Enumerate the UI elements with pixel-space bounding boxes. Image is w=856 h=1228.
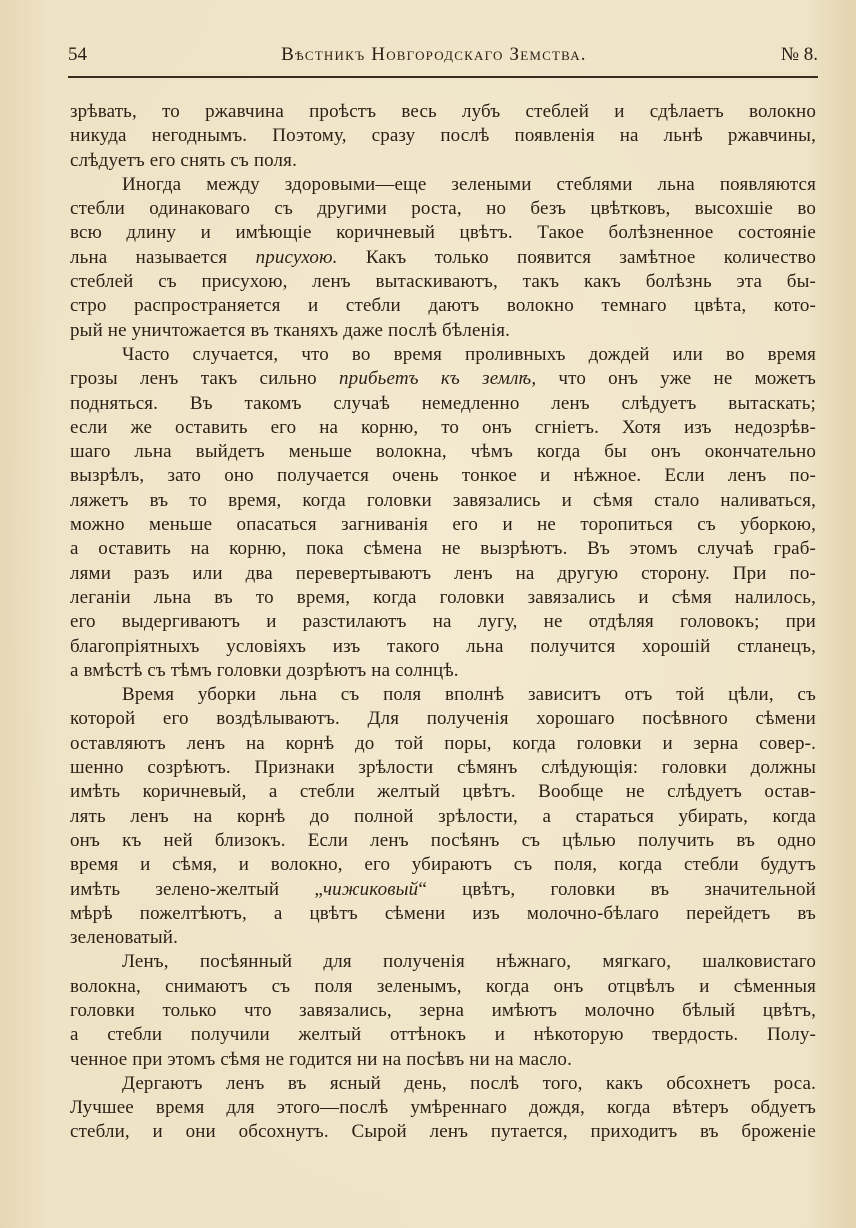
- emphasized-term: прибьетъ къ землѣ,: [339, 368, 537, 390]
- text-line: оставляютъ ленъ на корнѣ до той поры, когда головки и зерна совер-.: [70, 732, 816, 754]
- text-line: Время уборки льна съ поля вполнѣ зависитъ отъ той цѣли, съ: [122, 684, 816, 706]
- text-line: а вмѣстѣ съ тѣмъ головки дозрѣютъ на солнцѣ.: [70, 659, 459, 681]
- text-line: шенно созрѣютъ. Признаки зрѣлости сѣмянъ слѣдующія: головки должны: [70, 757, 816, 779]
- emphasized-term: чижиковый: [322, 878, 419, 900]
- text-line: зрѣвать, то ржавчина проѣстъ весь лубъ стеблей и сдѣлаетъ волокно: [70, 101, 816, 122]
- text-line: Ленъ, посѣянный для полученія нѣжнаго, мягкаго, шалковистаго: [122, 951, 816, 973]
- issue-number: № 8.: [780, 44, 818, 65]
- text-line: лять ленъ на корнѣ до полной зрѣлости, а стараться убирать, когда: [70, 805, 816, 827]
- text-line: ченное при этомъ сѣмя не годится ни на посѣвъ ни на масло.: [70, 1048, 572, 1070]
- text-line: головки только что завязались, зерна имѣютъ молочно бѣлый цвѣтъ,: [70, 999, 816, 1021]
- article-body: [70, 100, 816, 1145]
- text-line: лями разъ или два перевертываютъ ленъ на другую сторону. При по-: [70, 562, 816, 584]
- text-line: вызрѣлъ, зато оно получается очень тонкое и нѣжное. Если ленъ по-: [70, 465, 816, 487]
- text-line: имѣть коричневый, а стебли желтый цвѣтъ. Вообще не слѣдуетъ остав-: [70, 781, 816, 803]
- text-line: всю длину и имѣющіе коричневый цвѣтъ. Такое болѣзненное состояніе: [70, 222, 816, 244]
- text-line: грозы ленъ такъ сильно прибьетъ къ землѣ, что онъ уже не можетъ: [70, 368, 816, 390]
- paragraph: [70, 173, 816, 343]
- paragraph: [70, 683, 816, 950]
- text-line: имѣть зелено-желтый „чижиковый“ цвѣтъ, головки въ значительной: [70, 878, 816, 900]
- text-line: время и сѣмя, и волокно, его убираютъ съ поля, когда стебли будутъ: [70, 854, 816, 876]
- page-number: 54: [68, 44, 87, 65]
- emphasized-term: присухою.: [255, 246, 338, 268]
- paragraph: [70, 343, 816, 683]
- text-line: а стебли получили желтый оттѣнокъ и нѣкоторую твердость. Полу-: [70, 1024, 816, 1046]
- text-line: Иногда между здоровыми—еще зелеными стеблями льна появляются: [122, 173, 816, 195]
- text-line: леганіи льна въ то время, когда головки завязались и сѣмя налилось,: [70, 586, 816, 608]
- text-line: можно меньше опасаться загниванія его и не торопиться съ уборкою,: [70, 514, 816, 536]
- text-line: а оставить на корню, пока сѣмена не вызрѣютъ. Въ этомъ случаѣ граб-: [70, 538, 816, 560]
- journal-title: Вѣстникъ Новгородскаго Земства.: [281, 44, 587, 65]
- text-line: онъ къ ней близокъ. Если ленъ посѣянъ съ цѣлью получить въ одно: [70, 829, 816, 851]
- text-line: подняться. Въ такомъ случаѣ немедленно ленъ слѣдуетъ вытаскать;: [70, 392, 816, 414]
- text-line: стебли одинаковаго съ другими роста, но безъ цвѣтковъ, высохшіе во: [70, 198, 816, 220]
- text-line: рый не уничтожается въ тканяхъ даже послѣ бѣленія.: [70, 319, 511, 341]
- paragraph: [70, 100, 816, 173]
- text-line: шаго льна выйдетъ меньше волокна, чѣмъ когда бы онъ окончательно: [70, 441, 816, 463]
- text-line: льна называется присухою. Какъ только появится замѣтное количество: [70, 246, 816, 268]
- text-line: зеленоватый.: [70, 927, 178, 949]
- text-line: волокна, снимаютъ съ поля зеленымъ, когда онъ отцвѣлъ и сѣменныя: [70, 975, 816, 997]
- text-line: Дергаютъ ленъ въ ясный день, послѣ того, какъ обсохнетъ роса.: [122, 1072, 816, 1094]
- text-line: никуда негоднымъ. Поэтому, сразу послѣ появленія на льнѣ ржавчины,: [70, 125, 816, 147]
- text-line: стеблей съ присухою, ленъ вытаскиваютъ, такъ какъ болѣзнь эта бы-: [70, 271, 816, 293]
- text-line: его выдергиваютъ и разстилаютъ на лугу, не отдѣляя головокъ; при: [70, 611, 816, 633]
- text-line: которой его воздѣлываютъ. Для полученія хорошаго посѣвного сѣмени: [70, 708, 816, 730]
- text-line: если же оставить его на корню, то онъ сгніетъ. Хотя изъ недозрѣв-: [70, 416, 816, 438]
- paragraph: [70, 950, 816, 1071]
- paragraph: [70, 1072, 816, 1145]
- text-line: Лучшее время для этого—послѣ умѣреннаго дождя, когда вѣтеръ обдуетъ: [70, 1097, 816, 1119]
- text-line: благопріятныхъ условіяхъ изъ такого льна получится хорошій стланецъ,: [70, 635, 816, 657]
- running-head: [68, 44, 818, 78]
- text-line: мѣрѣ пожелтѣютъ, а цвѣтъ сѣмени изъ молочно-бѣлаго перейдетъ въ: [70, 902, 816, 924]
- text-line: стебли, и они обсохнутъ. Сырой ленъ путается, приходитъ въ броженіе: [70, 1121, 816, 1143]
- text-line: Часто случается, что во время проливныхъ дождей или во время: [122, 343, 816, 365]
- text-line: ляжетъ въ то время, когда головки завязались и сѣмя стало наливаться,: [70, 489, 816, 511]
- text-line: слѣдуетъ его снять съ поля.: [70, 149, 297, 171]
- text-line: стро распространяется и стебли даютъ волокно темнаго цвѣта, кото-: [70, 295, 816, 317]
